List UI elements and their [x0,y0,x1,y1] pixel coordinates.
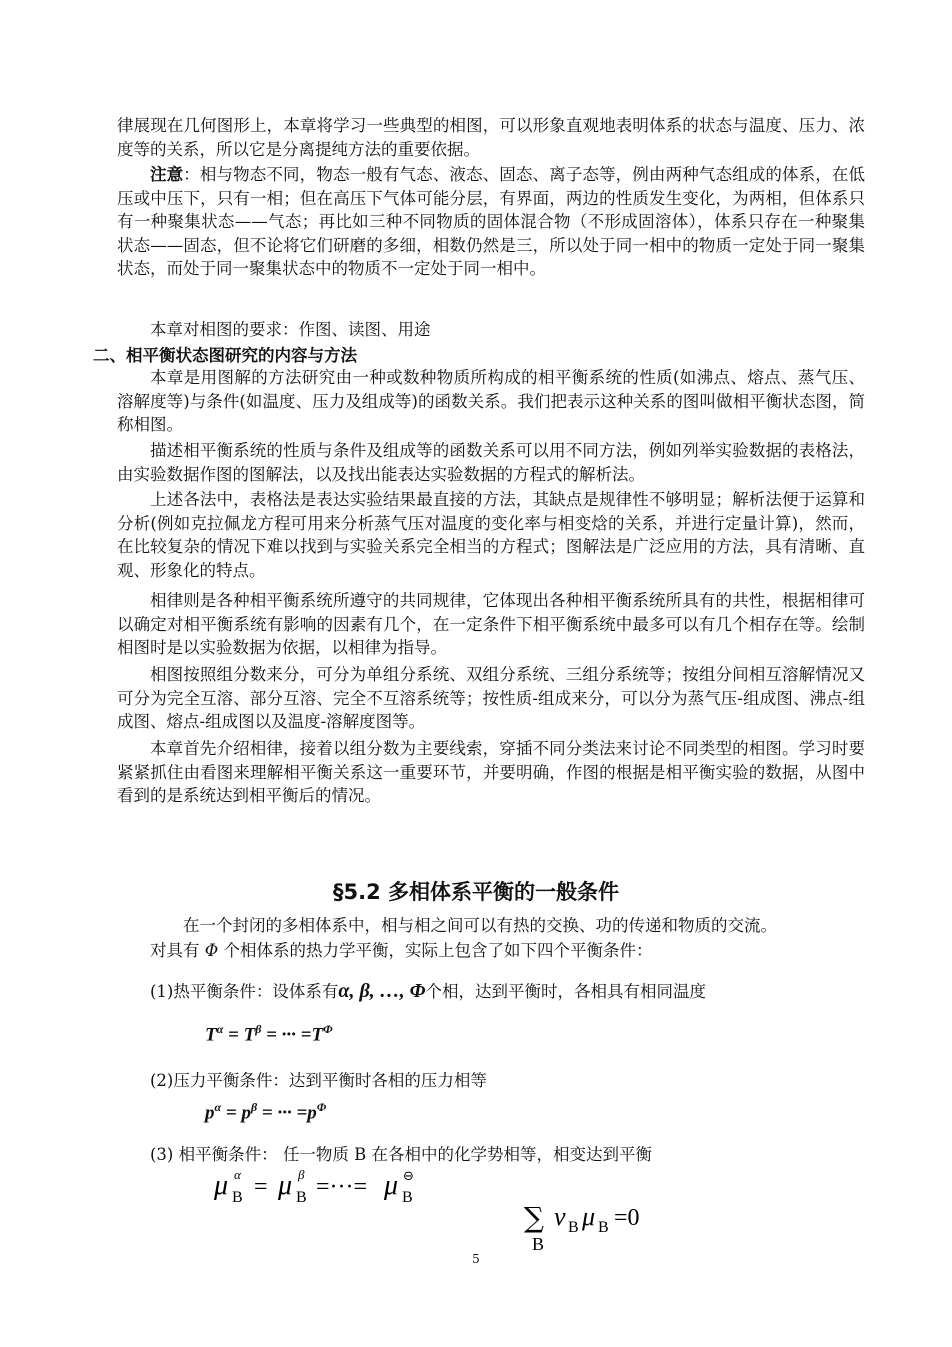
note-paragraph [117,163,865,281]
section-intro-post: 个相体系的热力学平衡，实际上包含了如下四个平衡条件： [223,941,653,960]
svg-text:α: α [234,1167,241,1182]
svg-text:ν: ν [554,1202,566,1231]
svg-text:μ: μ [384,1170,399,1201]
svg-text:μ: μ [214,1170,229,1201]
svg-text:μ: μ [278,1170,293,1201]
condition-3: (3) 相平衡条件： 任一物质 B 在各相中的化学势相等，相变达到平衡 [150,1145,652,1164]
svg-text:B: B [402,1189,413,1206]
pressure-equality-formula: $p^\alpha = p^\beta$ = ··· $=p^\Phi$ [205,1100,327,1124]
svg-text:∑: ∑ [524,1201,544,1234]
svg-text:μ: μ [582,1202,596,1231]
section-intro-line-1: 在一个封闭的多相体系中，相与相之间可以有热的交换、功的传递和物质的交流。 [183,916,777,935]
intro-paragraph: 律展现在几何图形上，本章将学习一些典型的相图，可以形象直观地表明体系的状态与温度、压力、浓度等的关系，所以它是分离提纯方法的重要依据。 [117,116,865,159]
condition-2: (2)压力平衡条件：达到平衡时各相的压力相等 [150,1071,487,1090]
svg-text:B: B [598,1219,609,1236]
svg-text:⊖: ⊖ [403,1169,414,1184]
section-title: §5.2 多相体系平衡的一般条件 [332,880,619,904]
svg-text:=: = [254,1174,268,1200]
requirement-line: 本章对相图的要求：作图、读图、用途 [150,320,431,339]
section-heading-2: 二、相平衡状态图研究的内容与方法 [93,346,357,365]
phi-symbol: Φ [204,941,219,960]
note-text: ：相与物态不同，物态一般有气态、液态、固态、离子态等，例由两种气态组成的体系，在低压或中压下，只有一相；但在高压下气体可能分层，有界面，两边的性质发生变化，为两相，但体系只有一种聚集状态——气态；再比如三种不同物质的固体混合物（不形成固溶体），体系只存在一种聚集状态——固态，但不论将它们研磨的多细，相数仍然是三，所以处于同一相中的物质一定处于同一聚集状态，而处于同一聚集状态中的物质不一定处于同一相中。 [117,165,866,278]
svg-text:B: B [532,1234,545,1254]
svg-text:B: B [296,1189,307,1206]
svg-text:β: β [298,1167,305,1182]
section-intro-line-2 [150,939,865,963]
phase-symbols: α, β, …, Φ [338,980,426,1002]
note-label: 注意 [150,165,184,184]
svg-text:=0: =0 [614,1205,640,1231]
svg-text:B: B [568,1219,579,1236]
svg-text:B: B [232,1189,243,1206]
svg-text:=···=: =···= [316,1174,368,1200]
paragraph-1: 本章是用图解的方法研究由一种或数种物质所构成的相平衡系统的性质(如沸点、熔点、蒸气压、溶解度等)与条件(如温度、压力及组成等)的函数关系。我们把表示这种关系的图叫做相平衡状态图，简称相图。 [117,368,865,434]
section-intro-pre: 对具有 [150,941,200,960]
temperature-equality-formula: $T^\alpha = T^\beta$ = ··· $=T^\Phi$ [205,1022,333,1046]
page-number: 5 [472,1252,480,1266]
sum-equation-formula [520,1195,670,1255]
paragraph-5: 相图按照组分数来分，可分为单组分系统、双组分系统、三组分系统等；按组分间相互溶解情况又可分为完全互溶、部分互溶、完全不互溶系统等；按性质-组成来分，可以分为蒸气压-组成图、沸点-组成图、熔点-组成图以及温度-溶解度图等。 [117,665,865,731]
condition-1-post: 个相，达到平衡时，各相具有相同温度 [425,982,706,1001]
condition-1-pre: (1)热平衡条件：设体系有 [150,982,339,1001]
paragraph-2: 描述相平衡系统的性质与条件及组成等的函数关系可以用不同方法，例如列举实验数据的表格法，由实验数据作图的图解法，以及找出能表达实验数据的方程式的解析法。 [117,441,865,484]
chemical-potential-formula [210,1160,440,1206]
condition-1 [150,978,706,1003]
paragraph-6: 本章首先介绍相律，接着以组分数为主要线索，穿插不同分类法来讨论不同类型的相图。学习时要紧紧抓住由看图来理解相平衡关系这一重要环节，并要明确，作图的根据是相平衡实验的数据，从图中看到的是系统达到相平衡后的情况。 [117,739,865,805]
paragraph-4: 相律则是各种相平衡系统所遵守的共同规律，它体现出各种相平衡系统所具有的共性，根据相律可以确定对相平衡系统有影响的因素有几个，在一定条件下相平衡系统中最多可以有几个相存在等。绘制相图时是以实验数据为依据，以相律为指导。 [117,591,865,657]
paragraph-3: 上述各法中，表格法是表达实验结果最直接的方法，其缺点是规律性不够明显；解析法便于运算和分析(例如克拉佩龙方程可用来分析蒸气压对温度的变化率与相变焓的关系，并进行定量计算)，然而，在比较复杂的情况下难以找到与实验关系完全相当的方程式；图解法是广泛应用的方法，具有清晰、直观、形象化的特点。 [117,490,865,580]
